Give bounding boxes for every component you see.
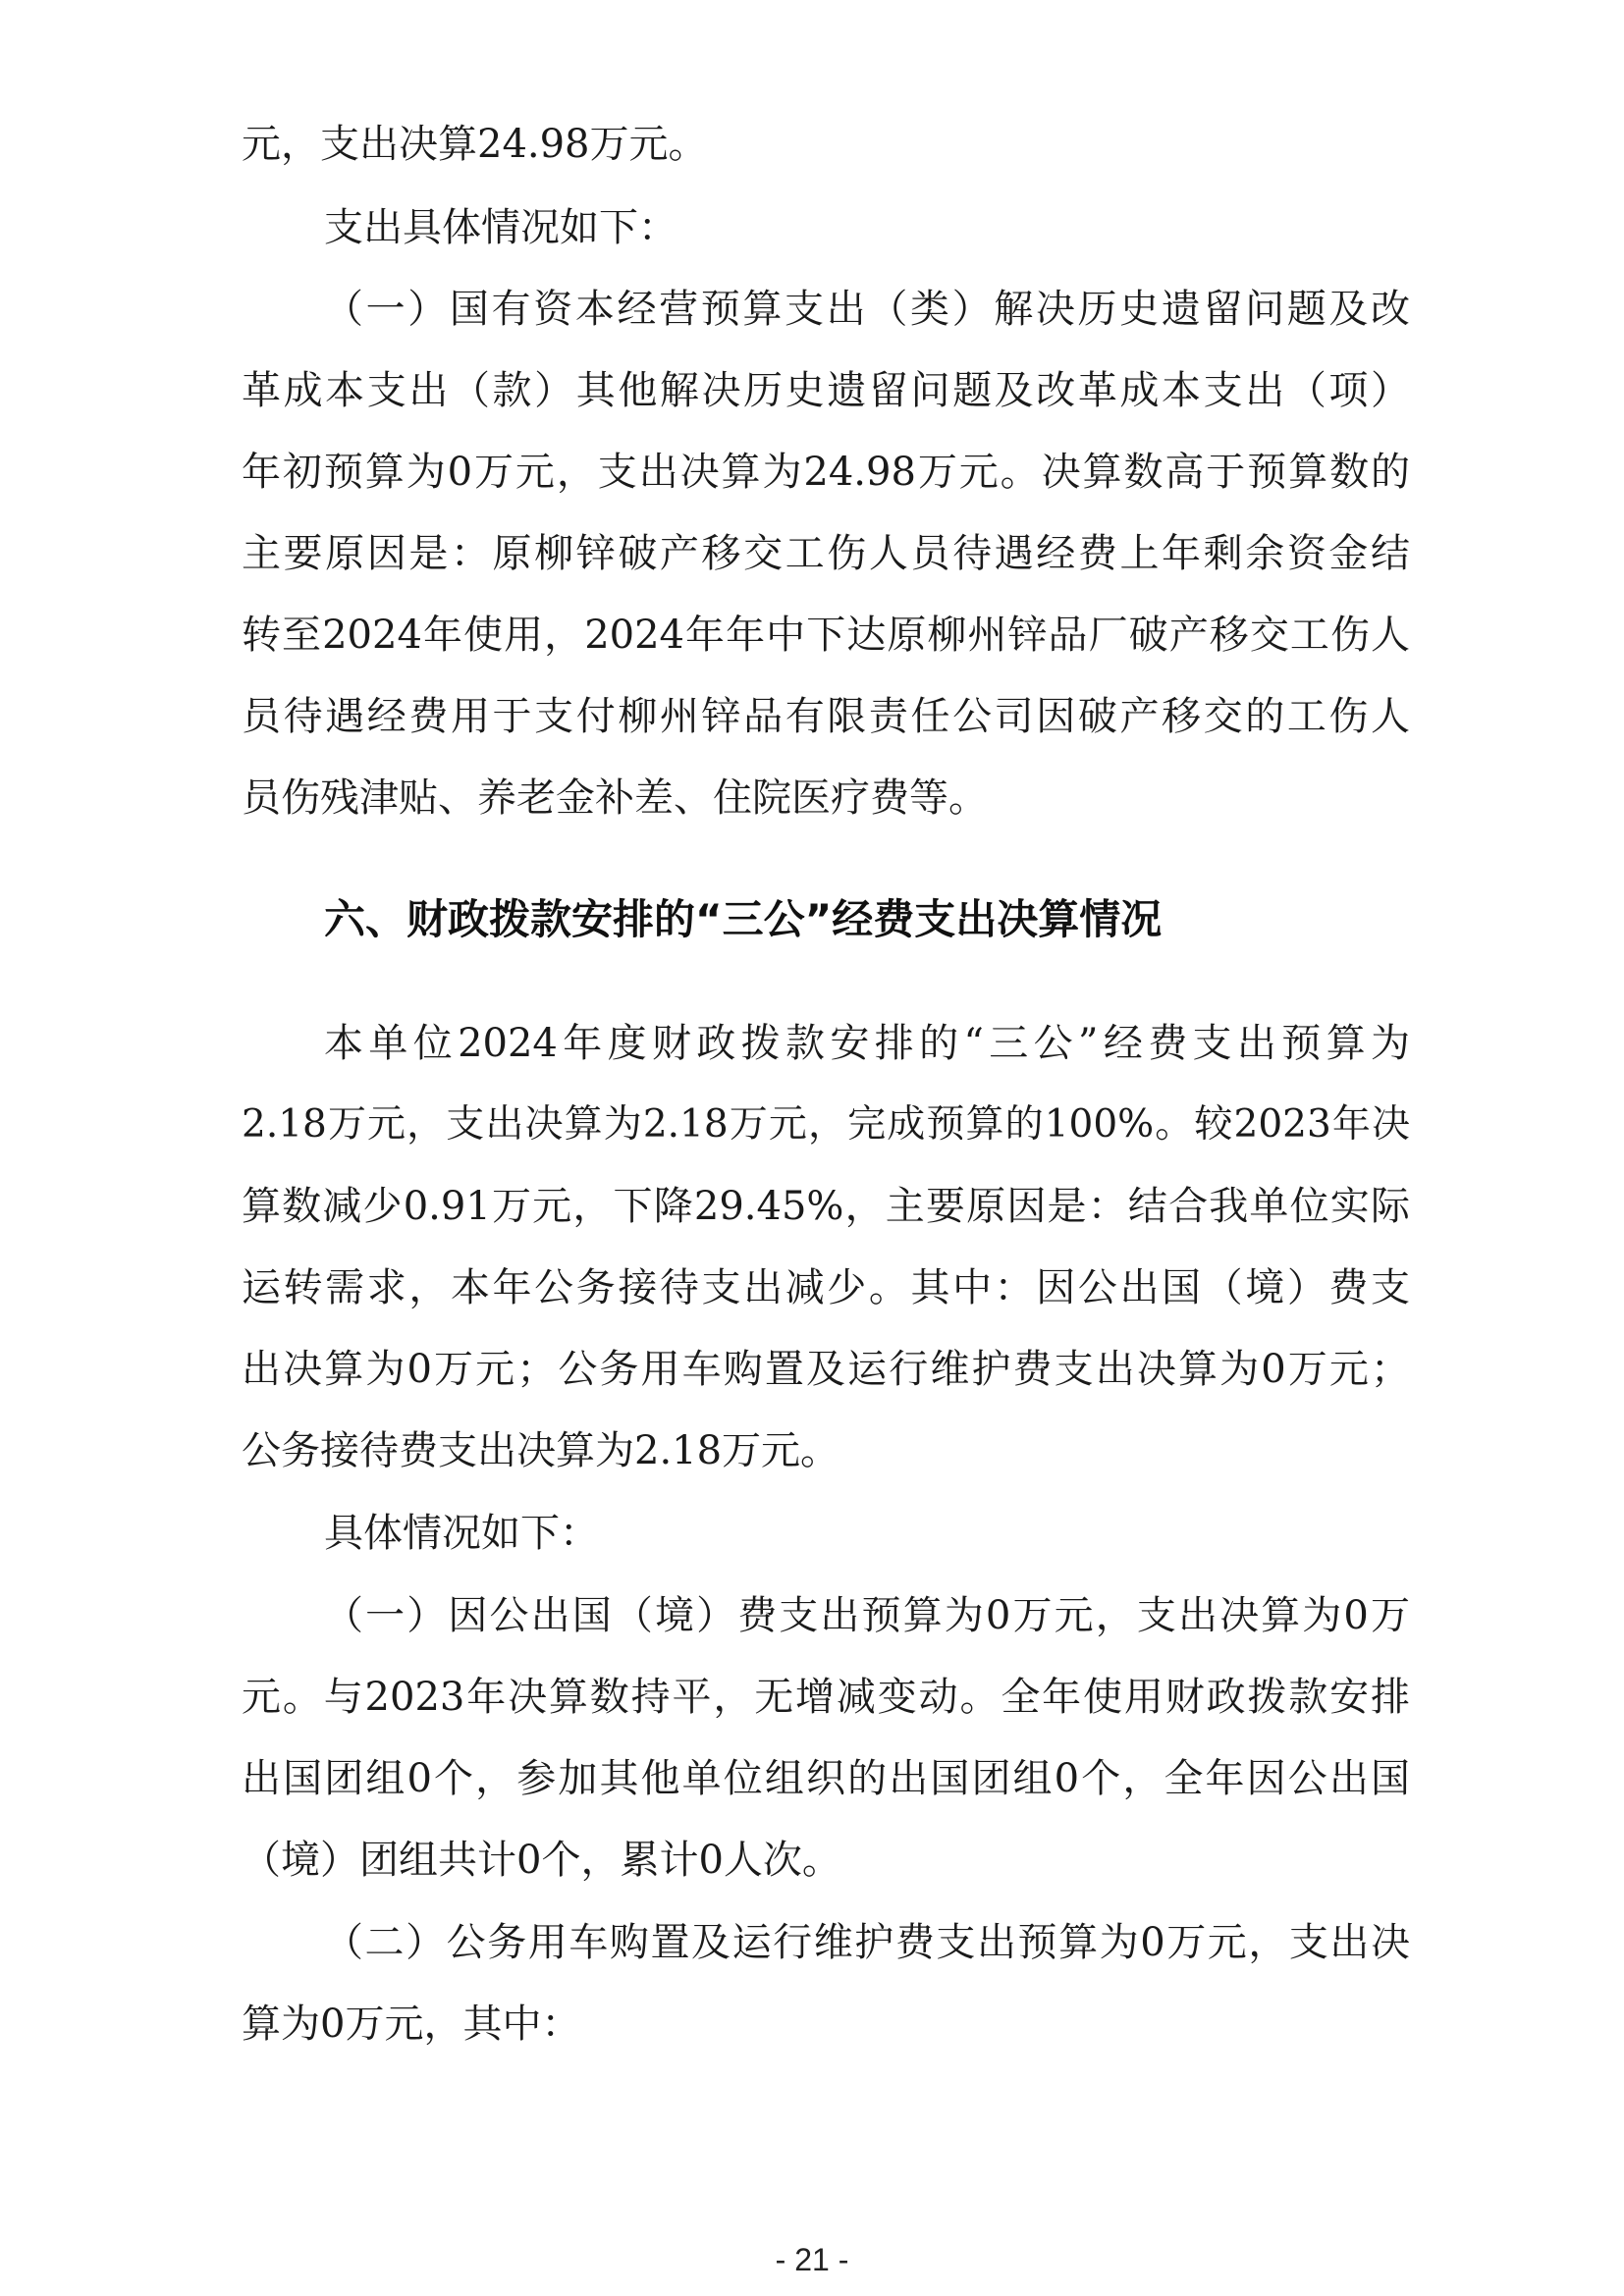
- text-line: 主要原因是：原柳锌破产移交工伤人员待遇经费上年剩余资金结: [242, 531, 1410, 576]
- text-line: 支出具体情况如下：: [324, 205, 677, 250]
- text-line: 元。与2023年决算数持平，无增减变动。全年使用财政拨款安排: [242, 1675, 1410, 1720]
- text-line: 算数减少0.91万元，下降29.45%，主要原因是：结合我单位实际: [242, 1184, 1410, 1229]
- text-line: 具体情况如下：: [324, 1511, 599, 1556]
- section-heading: 六、财政拨款安排的“三公”经费支出决算情况: [324, 895, 1163, 943]
- text-line: 元，支出决算24.98万元。: [242, 122, 708, 167]
- text-line: 2.18万元，支出决算为2.18万元，完成预算的100%。较2023年决: [242, 1102, 1410, 1147]
- text-line: 出国团组0个，参加其他单位组织的出国团组0个，全年因公出国: [242, 1756, 1410, 1801]
- text-line: （一）国有资本经营预算支出（类）解决历史遗留问题及改: [324, 287, 1410, 332]
- text-line: （一）因公出国（境）费支出预算为0万元，支出决算为0万: [324, 1593, 1410, 1638]
- text-line: 出决算为0万元；公务用车购置及运行维护费支出决算为0万元；: [242, 1347, 1410, 1392]
- text-line: 转至2024年使用，2024年年中下达原柳州锌品厂破产移交工伤人: [242, 613, 1410, 658]
- text-line: 年初预算为0万元，支出决算为24.98万元。决算数高于预算数的: [242, 450, 1410, 495]
- text-line: 员伤残津贴、养老金补差、住院医疗费等。: [242, 775, 988, 821]
- text-line: 员待遇经费用于支付柳州锌品有限责任公司因破产移交的工伤人: [242, 694, 1410, 739]
- text-line: 公务接待费支出决算为2.18万元。: [242, 1428, 840, 1473]
- text-line: （境）团组共计0个，累计0人次。: [242, 1838, 841, 1883]
- text-line: 本单位2024年度财政拨款安排的“三公”经费支出预算为: [324, 1021, 1410, 1066]
- page-number: - 21 -: [775, 2242, 849, 2277]
- text-line: （二）公务用车购置及运行维护费支出预算为0万元，支出决: [324, 1920, 1410, 1965]
- text-line: 运转需求，本年公务接待支出减少。其中：因公出国（境）费支: [242, 1265, 1410, 1310]
- text-line: 算为0万元，其中：: [242, 2002, 581, 2047]
- text-line: 革成本支出（款）其他解决历史遗留问题及改革成本支出（项）: [242, 368, 1410, 413]
